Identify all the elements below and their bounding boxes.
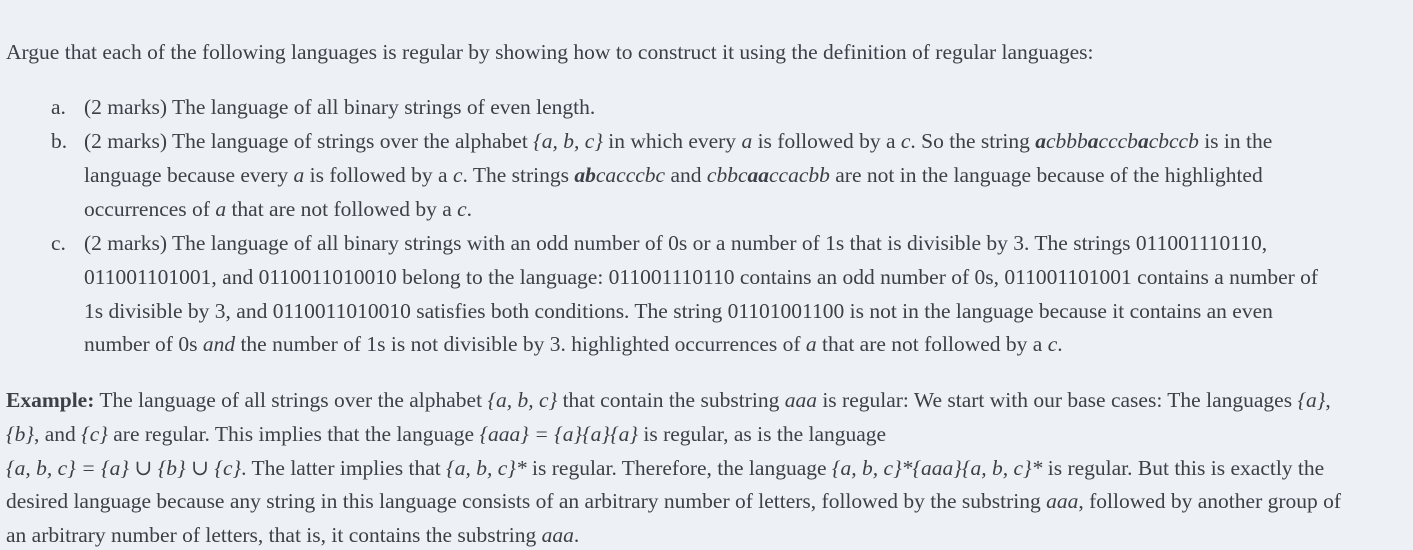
- string-part: cccb: [1098, 129, 1138, 153]
- string-part: cbccb: [1148, 129, 1199, 153]
- intro-paragraph: Argue that each of the following languages is regular by showing how to construct it using the definition of regular languages:: [6, 40, 1094, 64]
- example-text: are regular. This implies that the language: [107, 421, 480, 446]
- string-part: cacccbc: [595, 162, 666, 187]
- example-text: .: [573, 523, 580, 548]
- highlighted-a: a: [1137, 129, 1149, 153]
- set-a: {a}: [1297, 388, 1326, 412]
- math-var-c: c: [457, 196, 467, 221]
- item-c-text: .: [1057, 332, 1063, 357]
- kleene-star-expression: {a, b, c}*: [446, 455, 527, 480]
- string-part: ccacbb: [769, 162, 830, 187]
- example-text: that contain the substring: [557, 388, 785, 412]
- list-item-a: [51, 91, 1384, 125]
- set-b: {b}: [6, 421, 34, 446]
- math-var-c: c: [452, 162, 463, 187]
- item-c-text: (2 marks) The language of all binary strings with an odd number of 0s or a number of 1s that is divisible by 3. The strings 011001110110, 011001101001, and 0110011010010 belong to the language: 011001110110 contains an odd number of 0s, 011001101001 contains a number of 1s divisible by 3, and 0110011010010 satisfies both conditions. The string 01101001100 is not in the language because it contains an even number of 0s: [84, 231, 1319, 357]
- example-text: , followed by another group of an arbitrary number of letters, that is, it contains the substring: [6, 489, 1342, 548]
- math-equation: {aaa} = {a}{a}{a}: [479, 421, 638, 446]
- item-c-text: that are not followed by a: [816, 332, 1048, 357]
- list-item-b: [51, 125, 1344, 226]
- item-b-text: and: [665, 162, 707, 187]
- example-string-not-in-language: [574, 163, 665, 187]
- list-marker-b: b.: [51, 129, 68, 153]
- item-b-text: (2 marks) The language of strings over the alphabet: [84, 129, 534, 153]
- string-part: cbbc: [706, 162, 748, 187]
- item-b-text: is in the language because every: [84, 129, 1273, 187]
- math-var-a: a: [215, 196, 227, 221]
- item-b-text: is followed by a: [752, 129, 901, 153]
- example-text: , and: [33, 421, 82, 446]
- item-b-text: .: [466, 196, 473, 221]
- item-b-text: is followed by a: [304, 162, 453, 187]
- set-c: {c}: [81, 421, 108, 446]
- example-string-not-in-language: [707, 163, 830, 187]
- example-text: is regular. But this is exactly the desired language because any string in this language consists of an arbitrary number of letters, followed by the substring: [6, 455, 1325, 514]
- list-marker-c: c.: [51, 231, 66, 255]
- substring-aaa: aaa: [541, 523, 574, 548]
- math-var-a: a: [805, 332, 817, 357]
- math-var-a: a: [293, 162, 305, 187]
- list-marker-a: a.: [51, 95, 66, 119]
- example-paragraph: [6, 384, 1366, 550]
- example-text: ,: [1325, 388, 1331, 412]
- example-text: is regular, as is the language: [637, 421, 887, 446]
- alphabet-set: {a, b, c}: [487, 388, 558, 412]
- concatenation-expression: {a, b, c}*{aaa}{a, b, c}*: [831, 455, 1043, 480]
- highlighted-a: a: [1087, 129, 1099, 153]
- item-b-text: . So the string: [910, 129, 1036, 153]
- example-text: . The latter implies that: [241, 455, 447, 480]
- item-b-text: that are not followed by a: [226, 196, 458, 221]
- math-equation: {a, b, c} = {a} ∪ {b} ∪ {c}: [6, 455, 242, 480]
- math-var-c: c: [900, 129, 911, 153]
- highlighted-a: a: [1035, 129, 1046, 153]
- list-item-c: [51, 227, 1324, 362]
- item-a-text: (2 marks) The language of all binary strings of even length.: [84, 95, 596, 119]
- item-c-text: the number of 1s is not divisible by 3. highlighted occurrences of: [235, 332, 806, 357]
- emphasis-and: and: [202, 332, 236, 357]
- alphabet-set: {a, b, c}: [533, 129, 603, 153]
- item-b-text: in which every: [602, 129, 742, 153]
- item-b-text: are not in the language because of the highlighted occurrences of: [84, 162, 1263, 221]
- highlighted-b: b: [585, 162, 596, 187]
- highlighted-a: a: [747, 162, 759, 187]
- item-b-text: . The strings: [462, 162, 575, 187]
- example-text: is regular. Therefore, the language: [526, 455, 832, 480]
- highlighted-a: a: [758, 162, 769, 187]
- example-text: The language of all strings over the alphabet: [94, 388, 488, 412]
- example-label: Example:: [6, 388, 95, 412]
- string-part: cbbb: [1046, 129, 1088, 153]
- highlighted-a: a: [574, 162, 586, 187]
- example-string-in-language: [1035, 129, 1199, 153]
- substring-aaa: aaa: [784, 388, 817, 412]
- math-var-c: c: [1047, 332, 1058, 357]
- substring-aaa: aaa: [1046, 489, 1079, 514]
- math-var-a: a: [741, 129, 753, 153]
- example-text: is regular: We start with our base cases: The languages: [816, 388, 1298, 412]
